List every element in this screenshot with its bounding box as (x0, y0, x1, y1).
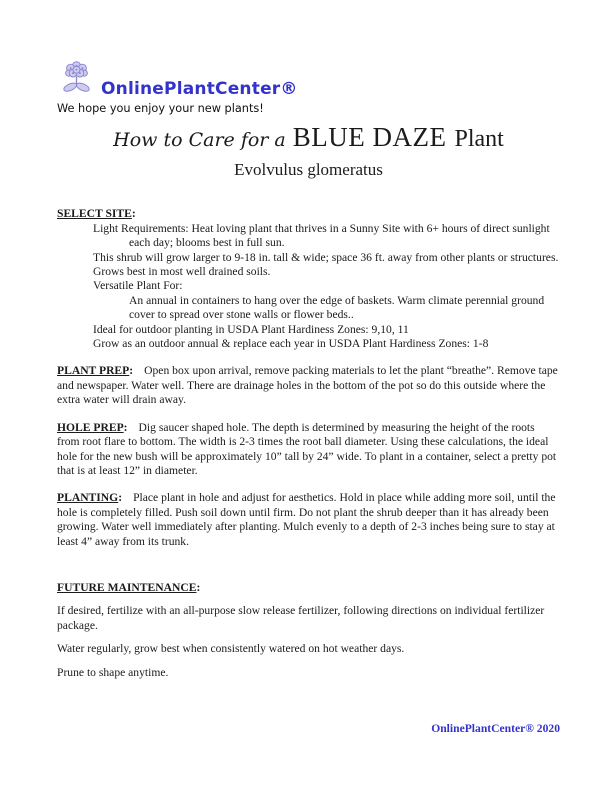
site-item-uses: An annual in containers to hang over the edge of baskets. Warm climate perennial ground cover to spread over stone walls or flower beds.. (129, 293, 545, 322)
maintenance-paragraph-fertilize: If desired, fertilize with an all-purpose slow release fertilizer, following directions on individual fertilizer package. (57, 604, 545, 632)
planting-body: Place plant in hole and adjust for aesthetics. Hold in place while adding more soil, until the hole is completely filled. Push soil down until firm. Do not plant the shrub deeper than it has already been growing. Water well immediately after planting. Mulch evenly to a depth of 2-3 inches being sure to stay at least 4” away from its trunk. (57, 491, 556, 548)
hole-prep-body: Dig saucer shaped hole. The depth is determined by measuring the height of the roots from root flare to bottom. The width is 2-3 times the root ball diameter. Using these calculations, the ideal hole for the new bush will be approximately 10” tall by 24” wide. To plant in a container, select a pretty pot that is at least 12” in diameter. (57, 420, 557, 477)
future-maintenance-heading: FUTURE MAINTENANCE: (57, 580, 201, 594)
plant-name: BLUE DAZE (292, 122, 447, 153)
planting-heading: PLANTING (57, 491, 119, 505)
section-planting: PLANTING: Place plant in hole and adjust for aesthetics. Hold in place while adding more soil, until the hole is completely filled. Push soil down until firm. Do not plant the shrub deeper than it has already been growing. Water well immediately after planting. Mulch evenly to a depth of 2-3 inches being sure to stay at least 4” away from its trunk. (57, 491, 556, 548)
title-suffix: Plant (454, 126, 504, 153)
section-hole-prep: HOLE PREP: Dig saucer shaped hole. The depth is determined by measuring the height of the roots from root flare to bottom. The width is 2-3 times the root ball diameter. Using these calculations, the ideal hole for the new bush will be approximately 10” tall by 24” wide. To plant in a container, select a pretty pot that is at least 12” in diameter. (57, 420, 557, 477)
section-plant-prep: PLANT PREP: Open box upon arrival, remove packing materials to let the plant “breathe”. Remove tape and newspaper. Water well. There are drainage holes in the bottom of the pot so do this outside where the extra water will drain away. (57, 364, 558, 407)
flower-cluster-icon (60, 58, 93, 99)
site-item-size-spacing: This shrub will grow larger to 9-18 in. tall & wide; space 36 ft. away from other plants or structures. (93, 250, 559, 264)
maintenance-paragraph-prune: Prune to shape anytime. (57, 665, 169, 679)
section-select-site (57, 207, 560, 351)
site-item-versatile: Versatile Plant For: (93, 279, 183, 293)
select-site-heading: SELECT SITE: (57, 207, 136, 221)
site-item-soil: Grows best in most well drained soils. (93, 265, 271, 279)
latin-name: Evolvulus glomeratus (234, 160, 383, 180)
footer-credit: OnlinePlantCenter® 2020 (431, 721, 560, 735)
hole-prep-heading: HOLE PREP (57, 420, 124, 434)
logo-text: OnlinePlantCenter® (101, 79, 298, 100)
site-item-zones-annual: Grow as an outdoor annual & replace each year in USDA Plant Hardiness Zones: 1-8 (93, 337, 489, 351)
page-title (57, 122, 560, 181)
plant-prep-body: Open box upon arrival, remove packing materials to let the plant “breathe”. Remove tape and newspaper. Water well. There are drainage holes in the bottom of the pot so do this outside where the extra water will drain away. (57, 364, 558, 407)
header-logo (60, 58, 560, 99)
section-future-maintenance (57, 581, 560, 680)
site-item-light-requirements: Light Requirements: Heat loving plant that thrives in a Sunny Site with 6+ hours of direct sunlight each day; blooms best in full sun. (93, 221, 550, 250)
maintenance-paragraph-water: Water regularly, grow best when consistently watered on hot weather days. (57, 642, 405, 656)
site-item-zones-ideal: Ideal for outdoor planting in USDA Plant Hardiness Zones: 9,10, 11 (93, 322, 409, 336)
plant-prep-heading: PLANT PREP (57, 364, 130, 378)
tagline: We hope you enjoy your new plants! (57, 102, 264, 116)
title-prefix: How to Care for a (113, 129, 286, 152)
